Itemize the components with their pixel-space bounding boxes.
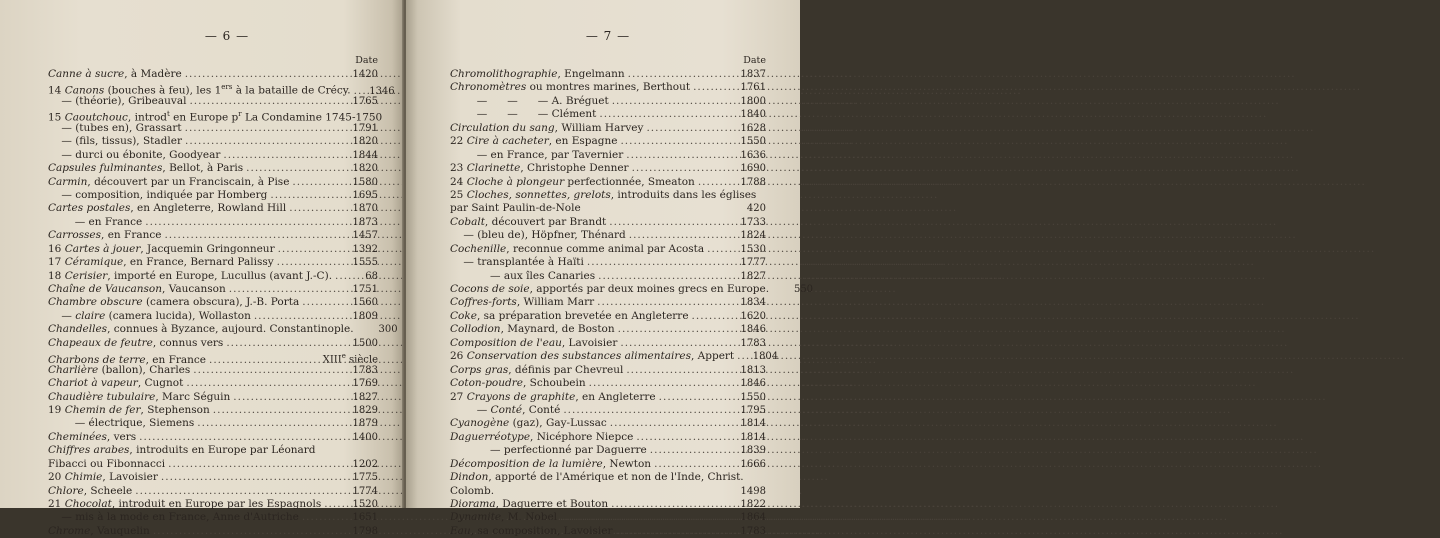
entry-text: Cochenille, reconnue comme animal par Acosta — [450, 242, 705, 255]
dot-leader — [654, 458, 729, 471]
entry-text: Coton-poudre, Schoubein — [450, 377, 586, 390]
entry-date: 1809 — [352, 310, 378, 322]
entry-date: 1870 — [352, 203, 378, 215]
entry-date: 1783 — [740, 525, 766, 537]
index-entry — [450, 216, 766, 229]
index-entry — [450, 162, 766, 175]
dot-leader — [153, 525, 341, 538]
index-entry — [48, 404, 378, 417]
dot-leader — [139, 431, 341, 444]
entry-list-right — [450, 68, 814, 538]
index-entry — [450, 202, 766, 215]
entry-date: 1846 — [740, 378, 766, 390]
index-entry — [48, 135, 378, 148]
dot-leader — [589, 377, 729, 390]
entry-text: Daguerréotype, Nicéphore Niepce — [450, 430, 634, 443]
dot-leader — [246, 162, 341, 175]
index-entry — [48, 108, 383, 124]
dot-leader — [646, 122, 729, 135]
dot-leader — [161, 471, 341, 484]
index-entry — [450, 350, 779, 363]
entry-date: 1795 — [740, 404, 766, 416]
index-entry — [48, 68, 378, 81]
index-entry — [48, 122, 378, 135]
index-entry — [450, 68, 766, 81]
entry-date: 1500 — [352, 337, 378, 349]
entry-date: 1813 — [740, 364, 766, 376]
entry-date: 1840 — [740, 109, 766, 121]
entry-text: Carrosses, en France — [48, 229, 162, 242]
entry-text: Chromolithographie, Engelmann — [450, 68, 625, 80]
dot-leader — [620, 135, 729, 148]
index-entry — [48, 283, 378, 296]
index-entry — [48, 296, 378, 309]
entry-date: 1837 — [740, 69, 766, 80]
entry-text: Diorama, Daguerre et Bouton — [450, 498, 609, 510]
dot-leader — [135, 485, 341, 498]
entry-text: Charlière (ballon), Charles — [48, 363, 191, 376]
dot-leader — [289, 202, 341, 215]
index-entry — [450, 283, 814, 296]
dot-leader — [254, 310, 341, 323]
entry-date: 1765 — [352, 95, 378, 107]
entry-text: 20 Chimie, Lavoisier — [48, 471, 158, 484]
entry-date: 1761 — [740, 82, 766, 94]
index-entry — [48, 81, 395, 97]
index-entry — [48, 202, 378, 215]
entry-date: 1827 — [740, 270, 766, 282]
entry-text: Chaudière tubulaire, Marc Séguin — [48, 390, 231, 403]
index-entry — [450, 337, 766, 350]
index-entry — [48, 95, 378, 108]
index-entry — [450, 122, 766, 135]
index-entry — [450, 243, 766, 256]
entry-text: — Conté, Conté — [450, 403, 561, 416]
entry-text: 18 Cerisier, importé en Europe, Lucullus (avant J.-C). — [48, 269, 333, 282]
entry-date: 1834 — [740, 297, 766, 309]
entry-date: 1651 — [352, 512, 378, 524]
entry-text: 23 Clarinette, Christophe Denner — [450, 162, 629, 175]
entry-text: Carmin, découvert par un Franciscain, à Pise — [48, 175, 290, 188]
entry-text: Charbons de terre, en France — [48, 353, 206, 366]
index-entry — [48, 444, 378, 457]
right-page — [406, 0, 814, 537]
index-entry — [450, 525, 766, 538]
entry-date: 1804 — [752, 351, 779, 363]
entry-date: 1555 — [352, 257, 378, 269]
entry-text: Décomposition de la lumière, Newton — [450, 457, 652, 470]
entry-date: 1798 — [352, 525, 378, 537]
entry-date: 1666 — [740, 458, 766, 470]
entry-text: — (tubes en), Grassart — [48, 121, 182, 134]
date-column-header-right: Date — [743, 55, 766, 66]
entry-date: 1636 — [740, 149, 766, 161]
entry-date: 1775 — [352, 472, 378, 484]
dot-leader — [292, 176, 341, 189]
entry-text: Chariot à vapeur, Cugnot — [48, 377, 184, 390]
index-entry — [450, 377, 766, 390]
entry-text: — composition, indiquée par Homberg — [48, 188, 268, 201]
entry-text: — (bleu de), Höpfner, Thénard — [450, 229, 626, 242]
index-entry — [48, 391, 378, 404]
dot-leader — [609, 216, 729, 229]
index-entry — [450, 364, 766, 377]
index-entry — [48, 511, 378, 524]
entry-date: 1346 — [369, 85, 395, 97]
index-entry — [48, 350, 378, 366]
entry-date: 1822 — [740, 499, 766, 510]
entry-text: Chronomètres ou montres marines, Berthout — [450, 81, 691, 94]
index-entry — [450, 135, 766, 148]
entry-date: 1791 — [352, 122, 378, 134]
dot-leader — [226, 337, 341, 350]
dot-leader — [599, 108, 729, 121]
entry-text: — (fils, tissus), Stadler — [48, 135, 182, 148]
dot-leader — [277, 256, 341, 269]
dot-leader — [632, 162, 729, 175]
index-entry — [450, 270, 766, 283]
index-entry — [48, 216, 378, 229]
index-entry — [450, 511, 766, 524]
dot-leader — [185, 68, 341, 81]
index-entry — [48, 256, 378, 269]
entry-text: — claire (camera lucida), Wollaston — [48, 309, 251, 322]
entry-text: — mis à la mode en France, Anne d'Autriche — [48, 511, 299, 524]
entry-date: 1788 — [740, 176, 766, 188]
entry-date: 1873 — [352, 216, 378, 228]
entry-text: 26 Conservation des substances alimentaires, Appert — [450, 350, 735, 363]
entry-date: 1879 — [352, 418, 378, 430]
dot-leader — [213, 404, 341, 417]
index-entry — [48, 162, 378, 175]
dot-leader — [692, 310, 729, 323]
dot-leader — [626, 364, 729, 377]
dot-leader — [185, 122, 341, 135]
entry-text: — durci ou ébonite, Goodyear — [48, 148, 221, 161]
entry-date: 1457 — [352, 230, 378, 242]
entry-date: 1751 — [352, 284, 378, 295]
dot-leader — [164, 229, 341, 242]
index-entry — [450, 485, 766, 498]
index-entry — [48, 270, 378, 283]
entry-text: Chandelles, connues à Byzance, aujourd. Constantinople. — [48, 323, 354, 336]
index-entry — [48, 229, 378, 242]
entry-text: 27 Crayons de graphite, en Angleterre — [450, 390, 656, 403]
entry-text: — électrique, Siemens — [48, 417, 195, 430]
entry-date: 1820 — [352, 136, 378, 148]
entry-date: 1690 — [740, 163, 766, 175]
entry-text: Composition de l'eau, Lavoisier — [450, 336, 618, 349]
entry-text: Chiffres arabes, introduits en Europe par Léonard — [48, 444, 316, 457]
dot-leader — [223, 149, 341, 162]
index-entry — [48, 189, 378, 202]
entry-date: 1498 — [740, 485, 766, 497]
dot-leader — [229, 283, 341, 296]
dot-leader — [693, 81, 729, 94]
dot-leader — [302, 511, 341, 524]
index-entry — [450, 417, 766, 430]
entry-date: 1520 — [352, 499, 378, 510]
entry-date: 1783 — [352, 364, 378, 376]
index-entry — [450, 176, 766, 189]
entry-text: — — — A. Bréguet — [450, 94, 609, 107]
index-entry — [48, 485, 378, 498]
entry-text: Coke, sa préparation brevetée en Angleterre — [450, 309, 689, 322]
entry-date: 1774 — [352, 485, 378, 497]
dot-leader — [145, 216, 341, 229]
entry-text: Cocons de soie, apportés par deux moines grecs en Europe. — [450, 283, 770, 295]
index-entry — [48, 458, 378, 471]
dot-leader — [233, 391, 341, 404]
entry-date: 1820 — [352, 163, 378, 175]
index-entry — [450, 431, 766, 444]
index-entry — [450, 444, 766, 457]
page-number-left: — 6 — — [204, 29, 250, 43]
index-entry — [450, 149, 766, 162]
entry-date: 1695 — [352, 189, 378, 201]
index-entry — [450, 296, 766, 309]
entry-text: — en France, par Tavernier — [450, 148, 624, 161]
dot-leader — [302, 296, 341, 309]
entry-text: 21 Chocolat, introduit en Europe par les Espagnols — [48, 498, 322, 510]
entry-date: 1530 — [740, 243, 766, 255]
dot-leader — [185, 135, 341, 148]
dot-leader — [278, 243, 341, 256]
index-entry — [450, 95, 766, 108]
entry-text: 24 Cloche à plongeur perfectionnée, Smeaton — [450, 175, 695, 188]
dot-leader — [186, 377, 341, 390]
entry-text: 14 Canons (bouches à feu), les 1ers à la bataille de Crécy. — [48, 83, 351, 97]
date-column-header-left: Date — [355, 55, 378, 66]
dot-leader — [168, 458, 341, 471]
index-entry — [450, 256, 766, 269]
dot-leader — [698, 176, 729, 189]
dot-leader — [560, 511, 729, 524]
index-entry — [48, 525, 378, 538]
dot-leader — [610, 417, 729, 430]
dot-leader — [189, 95, 341, 108]
index-entry — [450, 458, 766, 471]
entry-text: Capsules fulminantes, Bellot, à Paris — [48, 162, 244, 175]
dot-leader — [611, 498, 729, 511]
entry-date: 1814 — [740, 431, 766, 443]
entry-date: 1839 — [740, 445, 766, 457]
index-entry — [450, 404, 766, 417]
entry-text: Chaîne de Vaucanson, Vaucanson — [48, 283, 226, 295]
entry-date: 1420 — [352, 69, 378, 80]
index-entry — [48, 337, 378, 350]
dot-leader — [737, 350, 741, 363]
dot-leader — [707, 243, 729, 256]
entry-text: 17 Céramique, en France, Bernard Palissy — [48, 256, 274, 269]
dot-leader — [626, 149, 729, 162]
dot-leader — [598, 270, 729, 283]
entry-text: Eau, sa composition, Lavoisier — [450, 524, 613, 537]
entry-date: 550 — [793, 284, 814, 295]
dot-leader — [620, 337, 729, 350]
dot-leader — [636, 431, 729, 444]
index-entry — [48, 176, 378, 189]
left-page — [0, 0, 404, 537]
entry-date: 1392 — [352, 243, 378, 255]
index-entry — [450, 471, 766, 484]
entry-text: Chambre obscure (camera obscura), J.-B. Porta — [48, 296, 300, 309]
dot-leader — [628, 68, 729, 81]
index-entry — [450, 81, 766, 94]
entry-date: 1628 — [740, 122, 766, 134]
entry-text: Dynamite, M. Nobel — [450, 511, 558, 524]
entry-date: XIIIe siècle — [322, 352, 378, 366]
index-entry — [48, 323, 398, 336]
index-entry — [450, 189, 766, 202]
entry-text: Collodion, Maynard, de Boston — [450, 323, 615, 336]
dot-leader — [197, 417, 341, 430]
entry-date: 1620 — [740, 310, 766, 322]
entry-text: Chapeaux de feutre, connus vers — [48, 336, 224, 349]
dot-leader — [659, 391, 729, 404]
entry-text: Cyanogène (gaz), Gay-Lussac — [450, 417, 607, 430]
entry-text: 19 Chemin de fer, Stephenson — [48, 403, 210, 416]
index-entry — [48, 498, 378, 511]
entry-date: 1580 — [352, 176, 378, 188]
entry-date: 1202 — [352, 458, 378, 470]
entry-text: Cobalt, découvert par Brandt — [450, 215, 607, 228]
entry-date: 1814 — [740, 418, 766, 430]
dot-leader — [324, 498, 341, 511]
entry-date: 1550 — [740, 136, 766, 148]
index-entry — [48, 243, 378, 256]
entry-text: — — — Clément — [450, 108, 597, 121]
dot-leader — [615, 525, 729, 538]
entry-date: 1769 — [352, 378, 378, 390]
dot-leader — [629, 229, 729, 242]
entry-text: Cheminées, vers — [48, 430, 137, 443]
index-entry — [450, 498, 766, 511]
entry-date: 1846 — [740, 324, 766, 336]
entry-text: — perfectionné par Daguerre — [450, 444, 647, 457]
entry-text: Cartes postales, en Angleterre, Rowland Hill — [48, 202, 287, 215]
entry-date: 1560 — [352, 297, 378, 309]
entry-text: Coffres-forts, William Marr — [450, 296, 595, 309]
dot-leader — [193, 364, 341, 377]
entry-date: 1550 — [740, 391, 766, 403]
entry-date: 1827 — [352, 391, 378, 403]
dot-leader — [650, 444, 729, 457]
entry-text: Canne à sucre, à Madère — [48, 68, 182, 80]
entry-date: 1777 — [740, 257, 766, 269]
index-entry — [48, 310, 378, 323]
entry-text: — aux îles Canaries — [450, 269, 596, 282]
entry-text: — (théorie), Gribeauval — [48, 94, 187, 107]
index-entry — [48, 417, 378, 430]
entry-date: 68 — [365, 270, 378, 282]
index-entry — [48, 149, 378, 162]
index-entry — [450, 108, 766, 121]
dot-leader — [618, 323, 729, 336]
entry-date: 1864 — [740, 512, 766, 524]
entry-text: Chrome, Vauquelin — [48, 524, 150, 537]
entry-text: Circulation du sang, William Harvey — [450, 121, 644, 134]
dot-leader — [597, 296, 729, 309]
dot-leader — [587, 256, 729, 269]
dot-leader — [270, 189, 341, 202]
index-entry — [450, 391, 766, 404]
index-entry — [48, 377, 378, 390]
entry-text: Chlore, Scheele — [48, 484, 133, 497]
dot-leader — [563, 404, 729, 417]
entry-date: 1400 — [352, 431, 378, 443]
index-entry — [450, 229, 766, 242]
entry-text: Colomb. — [450, 484, 495, 497]
entry-text: — transplantée à Haïti — [450, 256, 584, 269]
entry-text: 25 Cloches, sonnettes, grelots, introduits dans les églises — [450, 188, 757, 201]
entry-text: 16 Cartes à jouer, Jacquemin Gringonneur — [48, 242, 275, 255]
entry-text: 22 Cire à cacheter, en Espagne — [450, 135, 618, 148]
page-number-right: — 7 — — [585, 29, 631, 43]
index-entry — [450, 323, 766, 336]
entry-date: 300 — [378, 324, 398, 336]
entry-date: 1844 — [352, 149, 378, 161]
entry-text: Dindon, apporté de l'Amérique et non de l'Inde, Christ. — [450, 471, 744, 484]
index-entry — [48, 431, 378, 444]
entry-text: 15 Caoutchouc, introd$^t$ en Europe $p^r$ La Condamine 1745-1750 — [48, 110, 383, 124]
entry-text: Corps gras, définis par Chevreul — [450, 363, 624, 376]
entry-date: 1824 — [740, 230, 766, 242]
dot-leader — [335, 270, 341, 283]
entry-date: 1800 — [740, 95, 766, 107]
dot-leader — [612, 95, 729, 108]
index-entry — [450, 310, 766, 323]
entry-date: 1829 — [352, 404, 378, 416]
entry-text: — en France — [48, 215, 143, 228]
index-entry — [48, 364, 378, 377]
entry-date: 1733 — [740, 216, 766, 228]
index-entry — [48, 471, 378, 484]
entry-list-left — [48, 68, 398, 538]
entry-text: par Saint Paulin-de-Nole — [450, 202, 581, 215]
entry-date: 420 — [746, 203, 766, 215]
entry-date: 1783 — [740, 337, 766, 349]
entry-text: Fibacci ou Fibonnacci — [48, 457, 166, 470]
